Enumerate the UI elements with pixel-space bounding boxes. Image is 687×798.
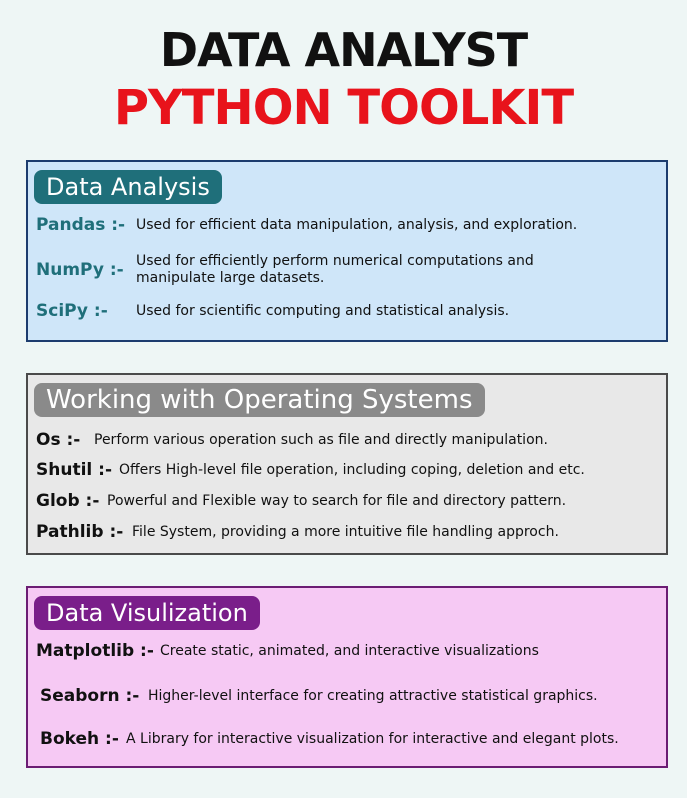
library-name: Pandas :- [36, 215, 126, 235]
section-heading: Data Visulization [34, 596, 260, 630]
library-name: NumPy :- [36, 260, 124, 280]
library-description: Powerful and Flexible way to search for file and directory pattern. [107, 493, 567, 509]
library-description: Used for efficient data manipulation, analysis, and exploration. [136, 217, 578, 233]
library-name: Shutil :- [36, 460, 113, 480]
library-description: Offers High-level file operation, including coping, deletion and etc. [119, 462, 585, 478]
library-name: Os :- [36, 430, 81, 450]
library-description: A Library for interactive visualization for interactive and elegant plots. [126, 731, 619, 747]
library-name: Matplotlib :- [36, 641, 154, 661]
library-name: SciPy :- [36, 301, 108, 321]
library-description: Used for efficiently perform numerical computations and manipulate large datasets. [136, 253, 534, 286]
library-description: Used for scientific computing and statistical analysis. [136, 303, 510, 319]
section-heading: Data Analysis [34, 170, 222, 204]
section-operating-systems [26, 373, 668, 555]
section-heading: Working with Operating Systems [34, 383, 485, 417]
library-name: Glob :- [36, 491, 100, 511]
library-name: Bokeh :- [40, 729, 119, 749]
section-data-visualization [26, 586, 668, 768]
library-name: Pathlib :- [36, 522, 124, 542]
library-description: Perform various operation such as file and directly manipulation. [94, 432, 548, 448]
library-description: Create static, animated, and interactive visualizations [160, 643, 539, 659]
library-name: Seaborn :- [40, 686, 140, 706]
section-data-analysis [26, 160, 668, 342]
page-title-line-1: DATA ANALYST [159, 23, 528, 77]
library-description: File System, providing a more intuitive file handling approch. [132, 524, 559, 540]
library-description: Higher-level interface for creating attractive statistical graphics. [148, 688, 598, 704]
page-title-line-2: PYTHON TOOLKIT [113, 80, 574, 136]
